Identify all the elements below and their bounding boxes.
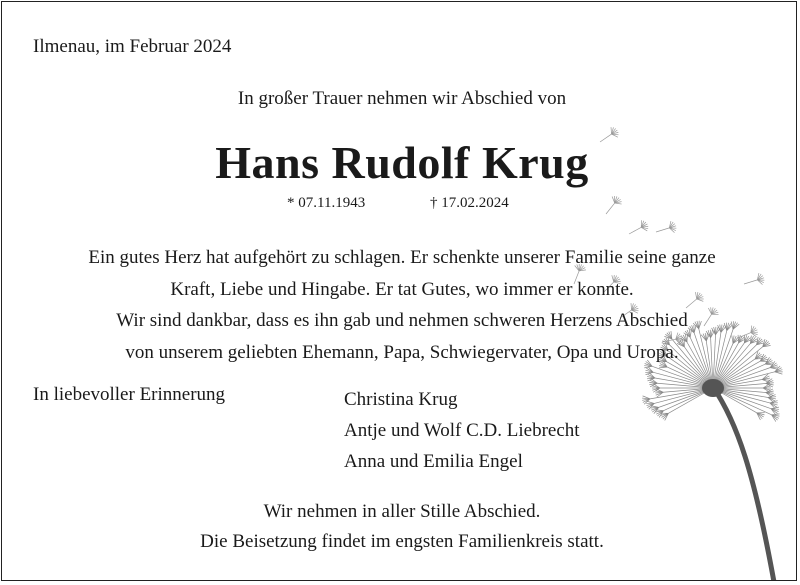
- death-date: † 17.02.2024: [430, 195, 509, 212]
- birth-date: * 07.11.1943: [287, 195, 365, 212]
- mourners-list: [344, 384, 580, 477]
- text-line: Wir sind dankbar, dass es ihn gab und nehmen schweren Herzens Abschied: [2, 305, 797, 337]
- closing-line: Die Beisetzung findet im engsten Familienkreis statt.: [2, 527, 797, 557]
- closing-line: Wir nehmen in aller Stille Abschied.: [2, 497, 797, 527]
- closing-text: [2, 497, 797, 557]
- text-line: Kraft, Liebe und Hingabe. Er tat Gutes, wo immer er konnte.: [2, 274, 797, 306]
- deceased-name: Hans Rudolf Krug: [2, 136, 797, 189]
- mourner-name: Christina Krug: [344, 384, 580, 415]
- intro-text: In großer Trauer nehmen wir Abschied von: [2, 88, 797, 110]
- place-date: Ilmenau, im Februar 2024: [33, 36, 231, 58]
- text-line: Ein gutes Herz hat aufgehört zu schlagen. Er schenkte unserer Familie seine ganze: [2, 242, 797, 274]
- obituary-text: [2, 242, 797, 368]
- mourner-name: Antje und Wolf C.D. Liebrecht: [344, 415, 580, 446]
- memory-label: In liebevoller Erinnerung: [33, 384, 225, 406]
- mourner-name: Anna und Emilia Engel: [344, 446, 580, 477]
- text-line: von unserem geliebten Ehemann, Papa, Schwiegervater, Opa und Uropa.: [2, 337, 797, 369]
- obituary-card: [1, 1, 797, 581]
